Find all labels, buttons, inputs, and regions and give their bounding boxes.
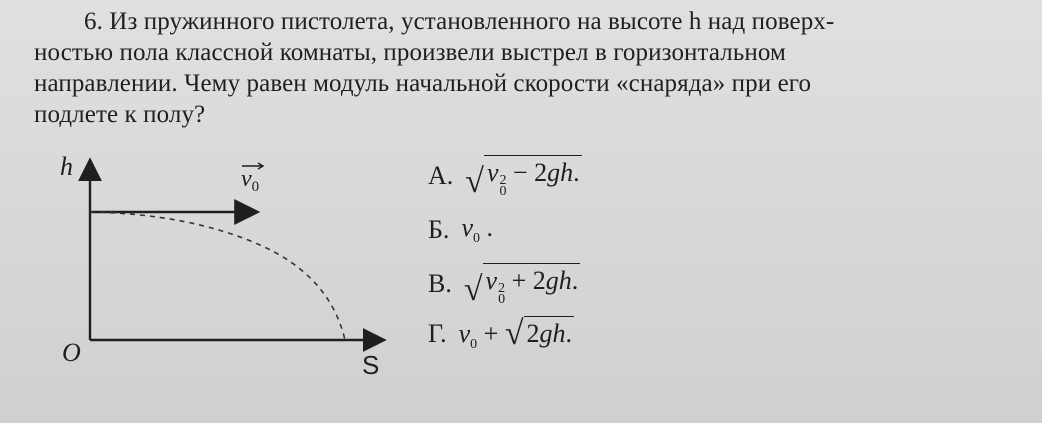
- sqrt-symbol: √ 2gh.: [504, 315, 572, 352]
- origin-label: O: [62, 338, 81, 367]
- answer-letter: В.: [428, 269, 452, 298]
- answer-option-b[interactable]: [428, 208, 493, 252]
- answer-formula: $v_0$ .: [461, 213, 493, 246]
- sqrt-symbol: √ v 2 0 + 2gh.: [464, 263, 580, 305]
- answer-letter: Б.: [428, 215, 450, 244]
- trajectory-curve: [90, 212, 345, 340]
- answer-option-a[interactable]: [428, 154, 582, 198]
- answer-formula: $v_0$ + √ 2gh.: [458, 315, 572, 352]
- answer-formula: [463, 263, 580, 308]
- trajectory-figure: [40, 150, 420, 390]
- velocity-symbol: v: [241, 166, 252, 192]
- answer-option-v[interactable]: [428, 262, 580, 306]
- sqrt-symbol: √ v 2 0 − 2gh.: [465, 155, 581, 197]
- problem-statement: [34, 6, 1024, 130]
- answer-formula: [465, 155, 581, 200]
- velocity-subscript: 0: [251, 179, 260, 195]
- h-axis-label: h: [60, 152, 73, 181]
- answer-letter: Г.: [428, 319, 447, 348]
- problem-line: подлете к полу?: [34, 101, 206, 128]
- velocity-label: [241, 166, 259, 196]
- answer-option-g[interactable]: [428, 312, 574, 356]
- answer-letter: А.: [428, 161, 454, 190]
- problem-line: ностью пола классной комнаты, произвели выстрел в горизонтальном: [34, 39, 786, 66]
- s-axis-label: S: [362, 350, 380, 380]
- problem-line: направлении. Чему равен модуль начальной скорости «снаряда» при его: [34, 70, 812, 97]
- problem-line: 6. Из пружинного пистолета, установленного на высоте h над поверх-: [84, 8, 835, 35]
